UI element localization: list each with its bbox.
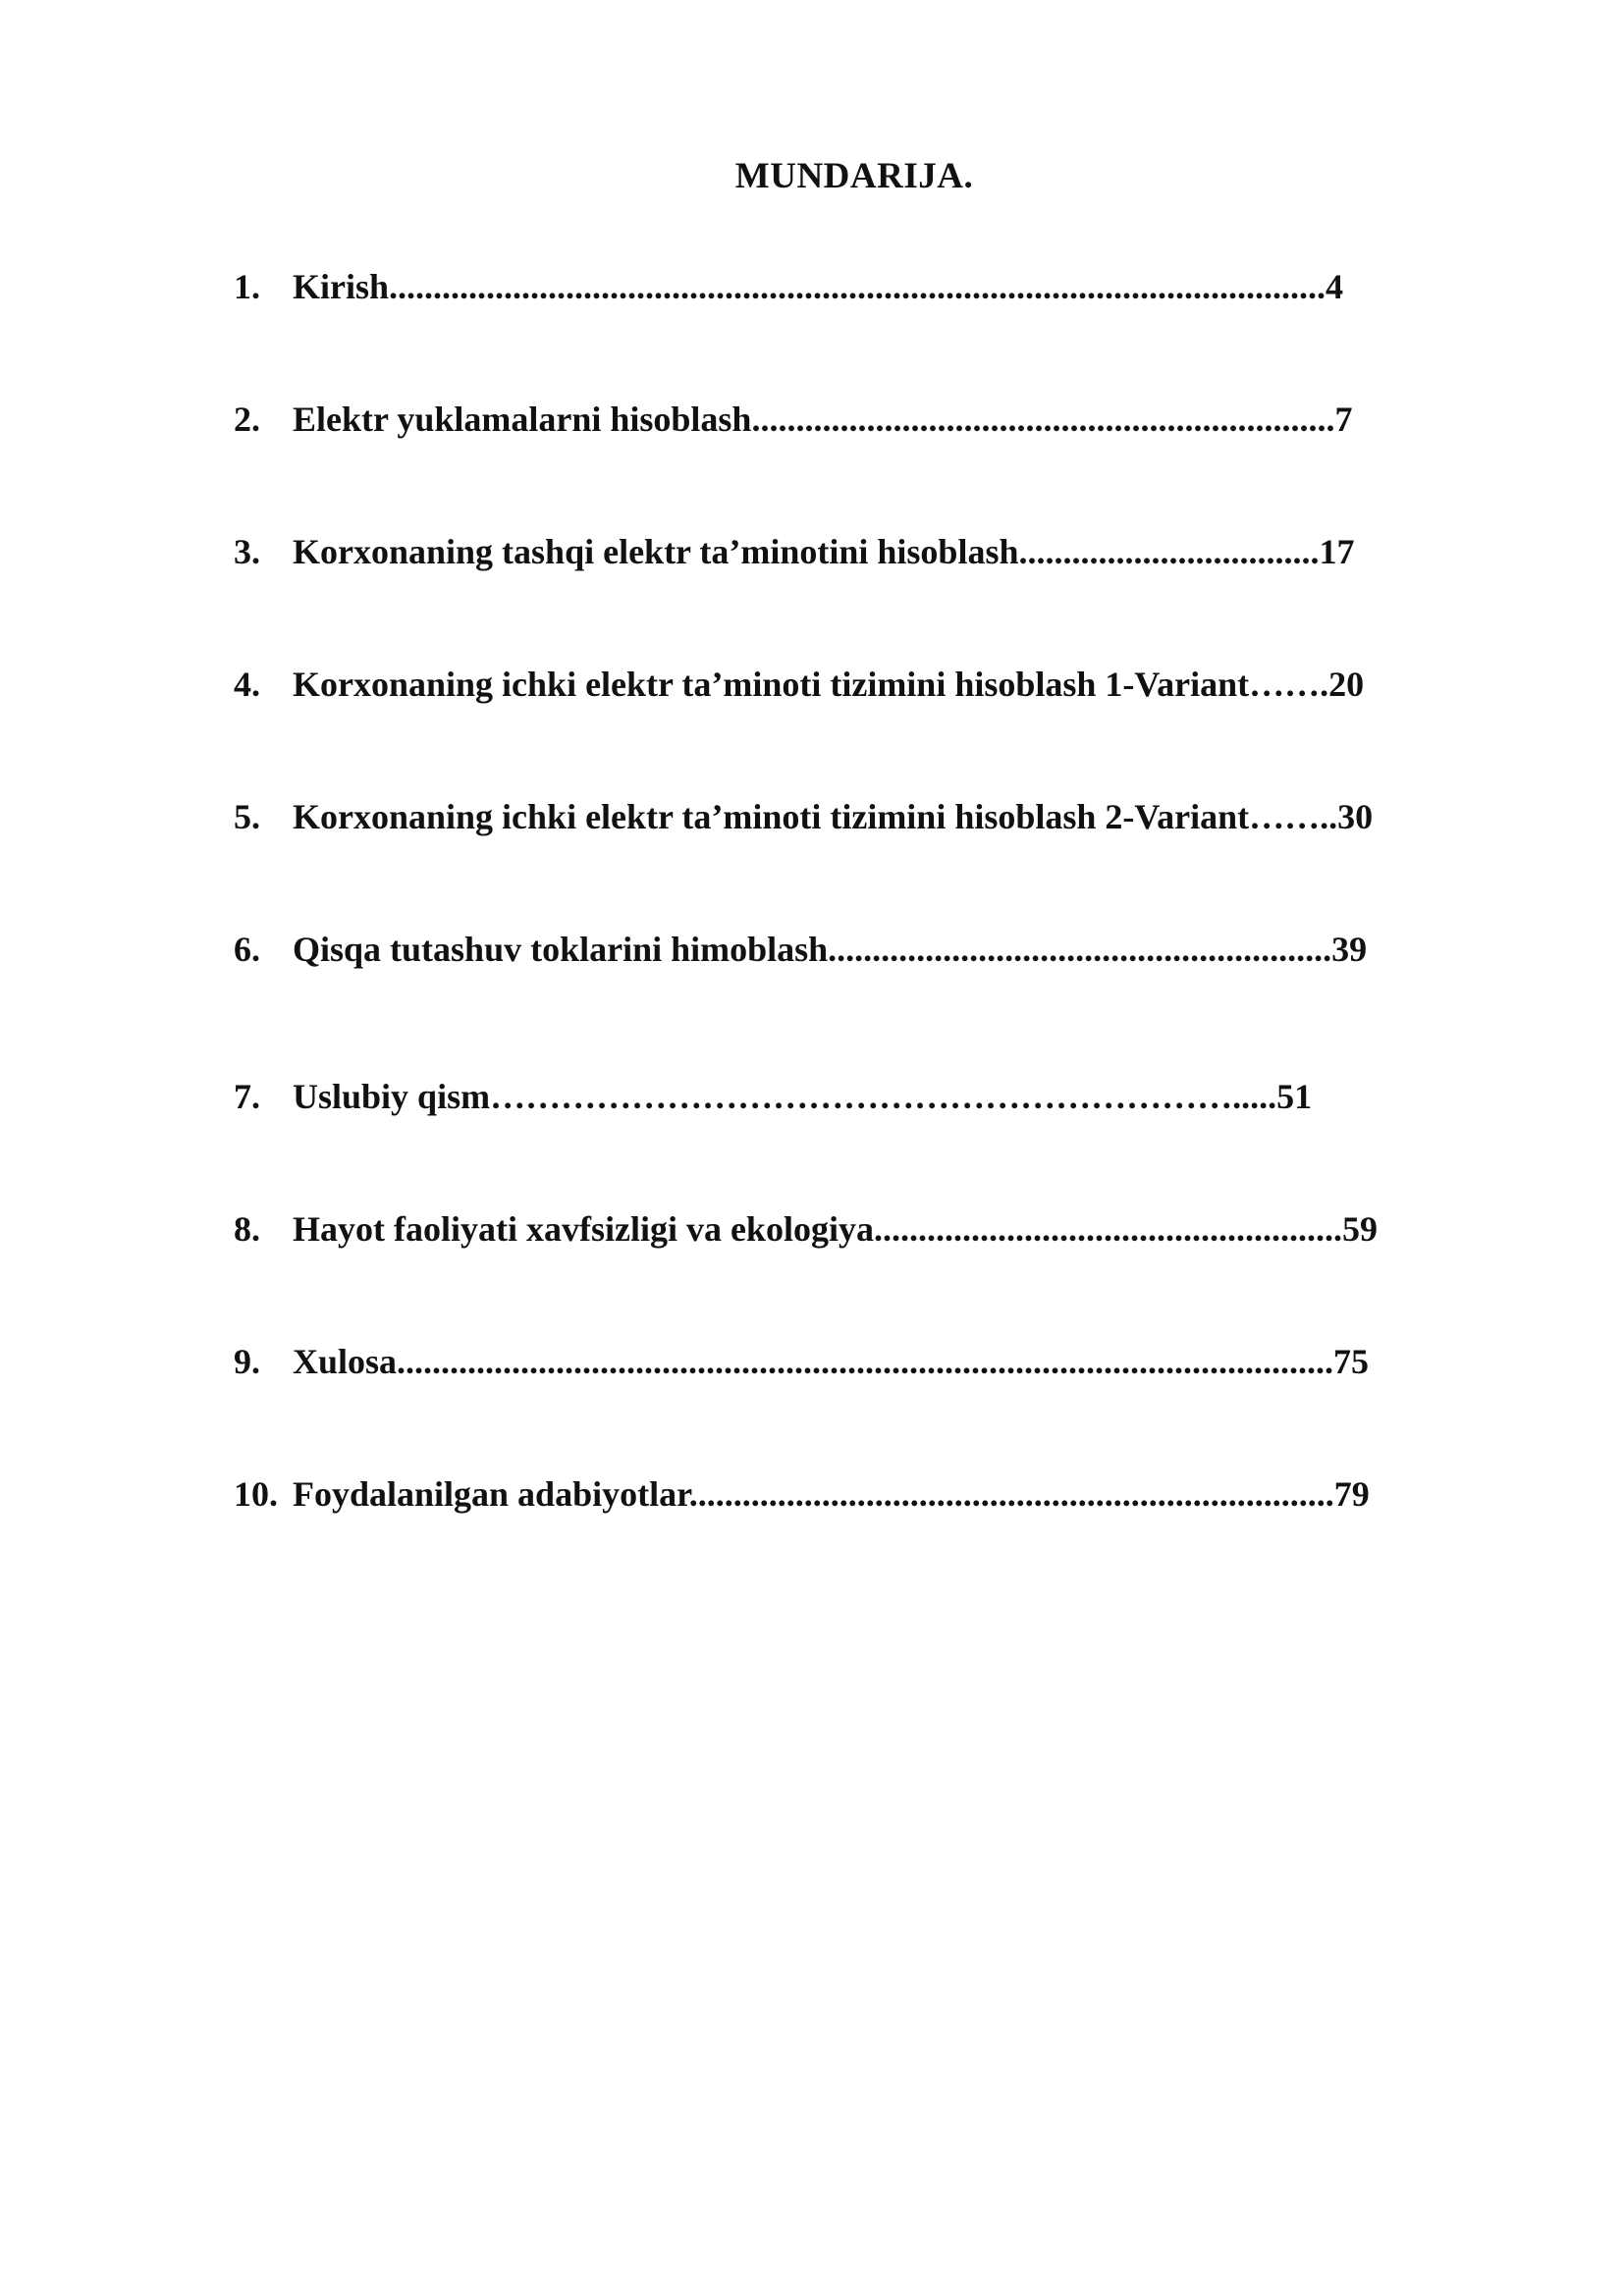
toc-entry-leader: .................................................................. (751, 400, 1335, 439)
toc-entry-title: Hayot faoliyati xavfsizligi va ekologiya (293, 1209, 874, 1249)
toc-entry-title: Kirish (293, 267, 390, 306)
toc-entry-number: 9. (234, 1342, 260, 1381)
toc-entry-leader: .................................. (1018, 532, 1320, 571)
toc-entry-leader: .......................................................................................................... (389, 267, 1326, 306)
toc-entry-10 (234, 1472, 1370, 1516)
toc-entry-page: 20 (1328, 665, 1365, 704)
toc-entry-5 (234, 795, 1373, 838)
toc-entry-title: Korxonaning tashqi elektr ta’minotini hisoblash (293, 532, 1019, 571)
toc-entry-page: 7 (1334, 400, 1353, 439)
toc-entry-number: 1. (234, 267, 260, 306)
page-title: MUNDARIJA. (734, 156, 974, 196)
toc-entry-title: Foydalanilgan adabiyotlar (293, 1474, 689, 1514)
toc-entry-page: 17 (1319, 532, 1355, 571)
toc-entry-page: 51 (1276, 1077, 1313, 1116)
toc-entry-leader: .......................................................................................................... (397, 1342, 1334, 1381)
toc-entry-number: 6. (234, 930, 260, 969)
toc-entry-9 (234, 1340, 1369, 1383)
toc-entry-3 (234, 530, 1354, 573)
toc-entry-title: Korxonaning ichki elektr ta’minoti tizimini hisoblash 1-Variant (293, 665, 1250, 704)
toc-entry-page: 30 (1337, 797, 1374, 836)
toc-entry-leader: ..................................................... (873, 1209, 1342, 1249)
toc-entry-leader: …….. (1249, 797, 1338, 836)
toc-entry-title: Xulosa (293, 1342, 398, 1381)
toc-entry-2 (234, 398, 1352, 441)
toc-entry-1 (234, 265, 1343, 308)
toc-entry-number: 8. (234, 1209, 260, 1249)
toc-entry-title: Elektr yuklamalarni hisoblash (293, 400, 752, 439)
toc-entry-page: 75 (1333, 1342, 1370, 1381)
toc-entry-title: Qisqa tutashuv toklarini himoblash (293, 930, 829, 969)
toc-entry-number: 3. (234, 532, 260, 571)
toc-entry-number: 5. (234, 797, 260, 836)
toc-entry-leader: ……. (1249, 665, 1329, 704)
toc-entry-7 (234, 1075, 1312, 1118)
toc-entry-leader: ......................................................... (828, 930, 1332, 969)
toc-entry-6 (234, 928, 1367, 971)
toc-entry-4 (234, 663, 1364, 706)
toc-entry-number: 2. (234, 400, 260, 439)
toc-entry-title: Uslubiy qism (293, 1077, 491, 1116)
toc-entry-number: 4. (234, 665, 260, 704)
toc-entry-page: 79 (1333, 1474, 1370, 1514)
toc-entry-leader: ………………………………………………………..... (490, 1077, 1277, 1116)
toc-entry-page: 4 (1326, 267, 1344, 306)
toc-entry-title: Korxonaning ichki elektr ta’minoti tizimini hisoblash 2-Variant (293, 797, 1250, 836)
toc-entry-page: 39 (1331, 930, 1368, 969)
toc-entry-leader: ......................................................................... (688, 1474, 1334, 1514)
toc-entry-number: 10. (234, 1474, 278, 1514)
toc-entry-number: 7. (234, 1077, 260, 1116)
toc-entry-page: 59 (1341, 1209, 1378, 1249)
toc-entry-8 (234, 1207, 1378, 1251)
